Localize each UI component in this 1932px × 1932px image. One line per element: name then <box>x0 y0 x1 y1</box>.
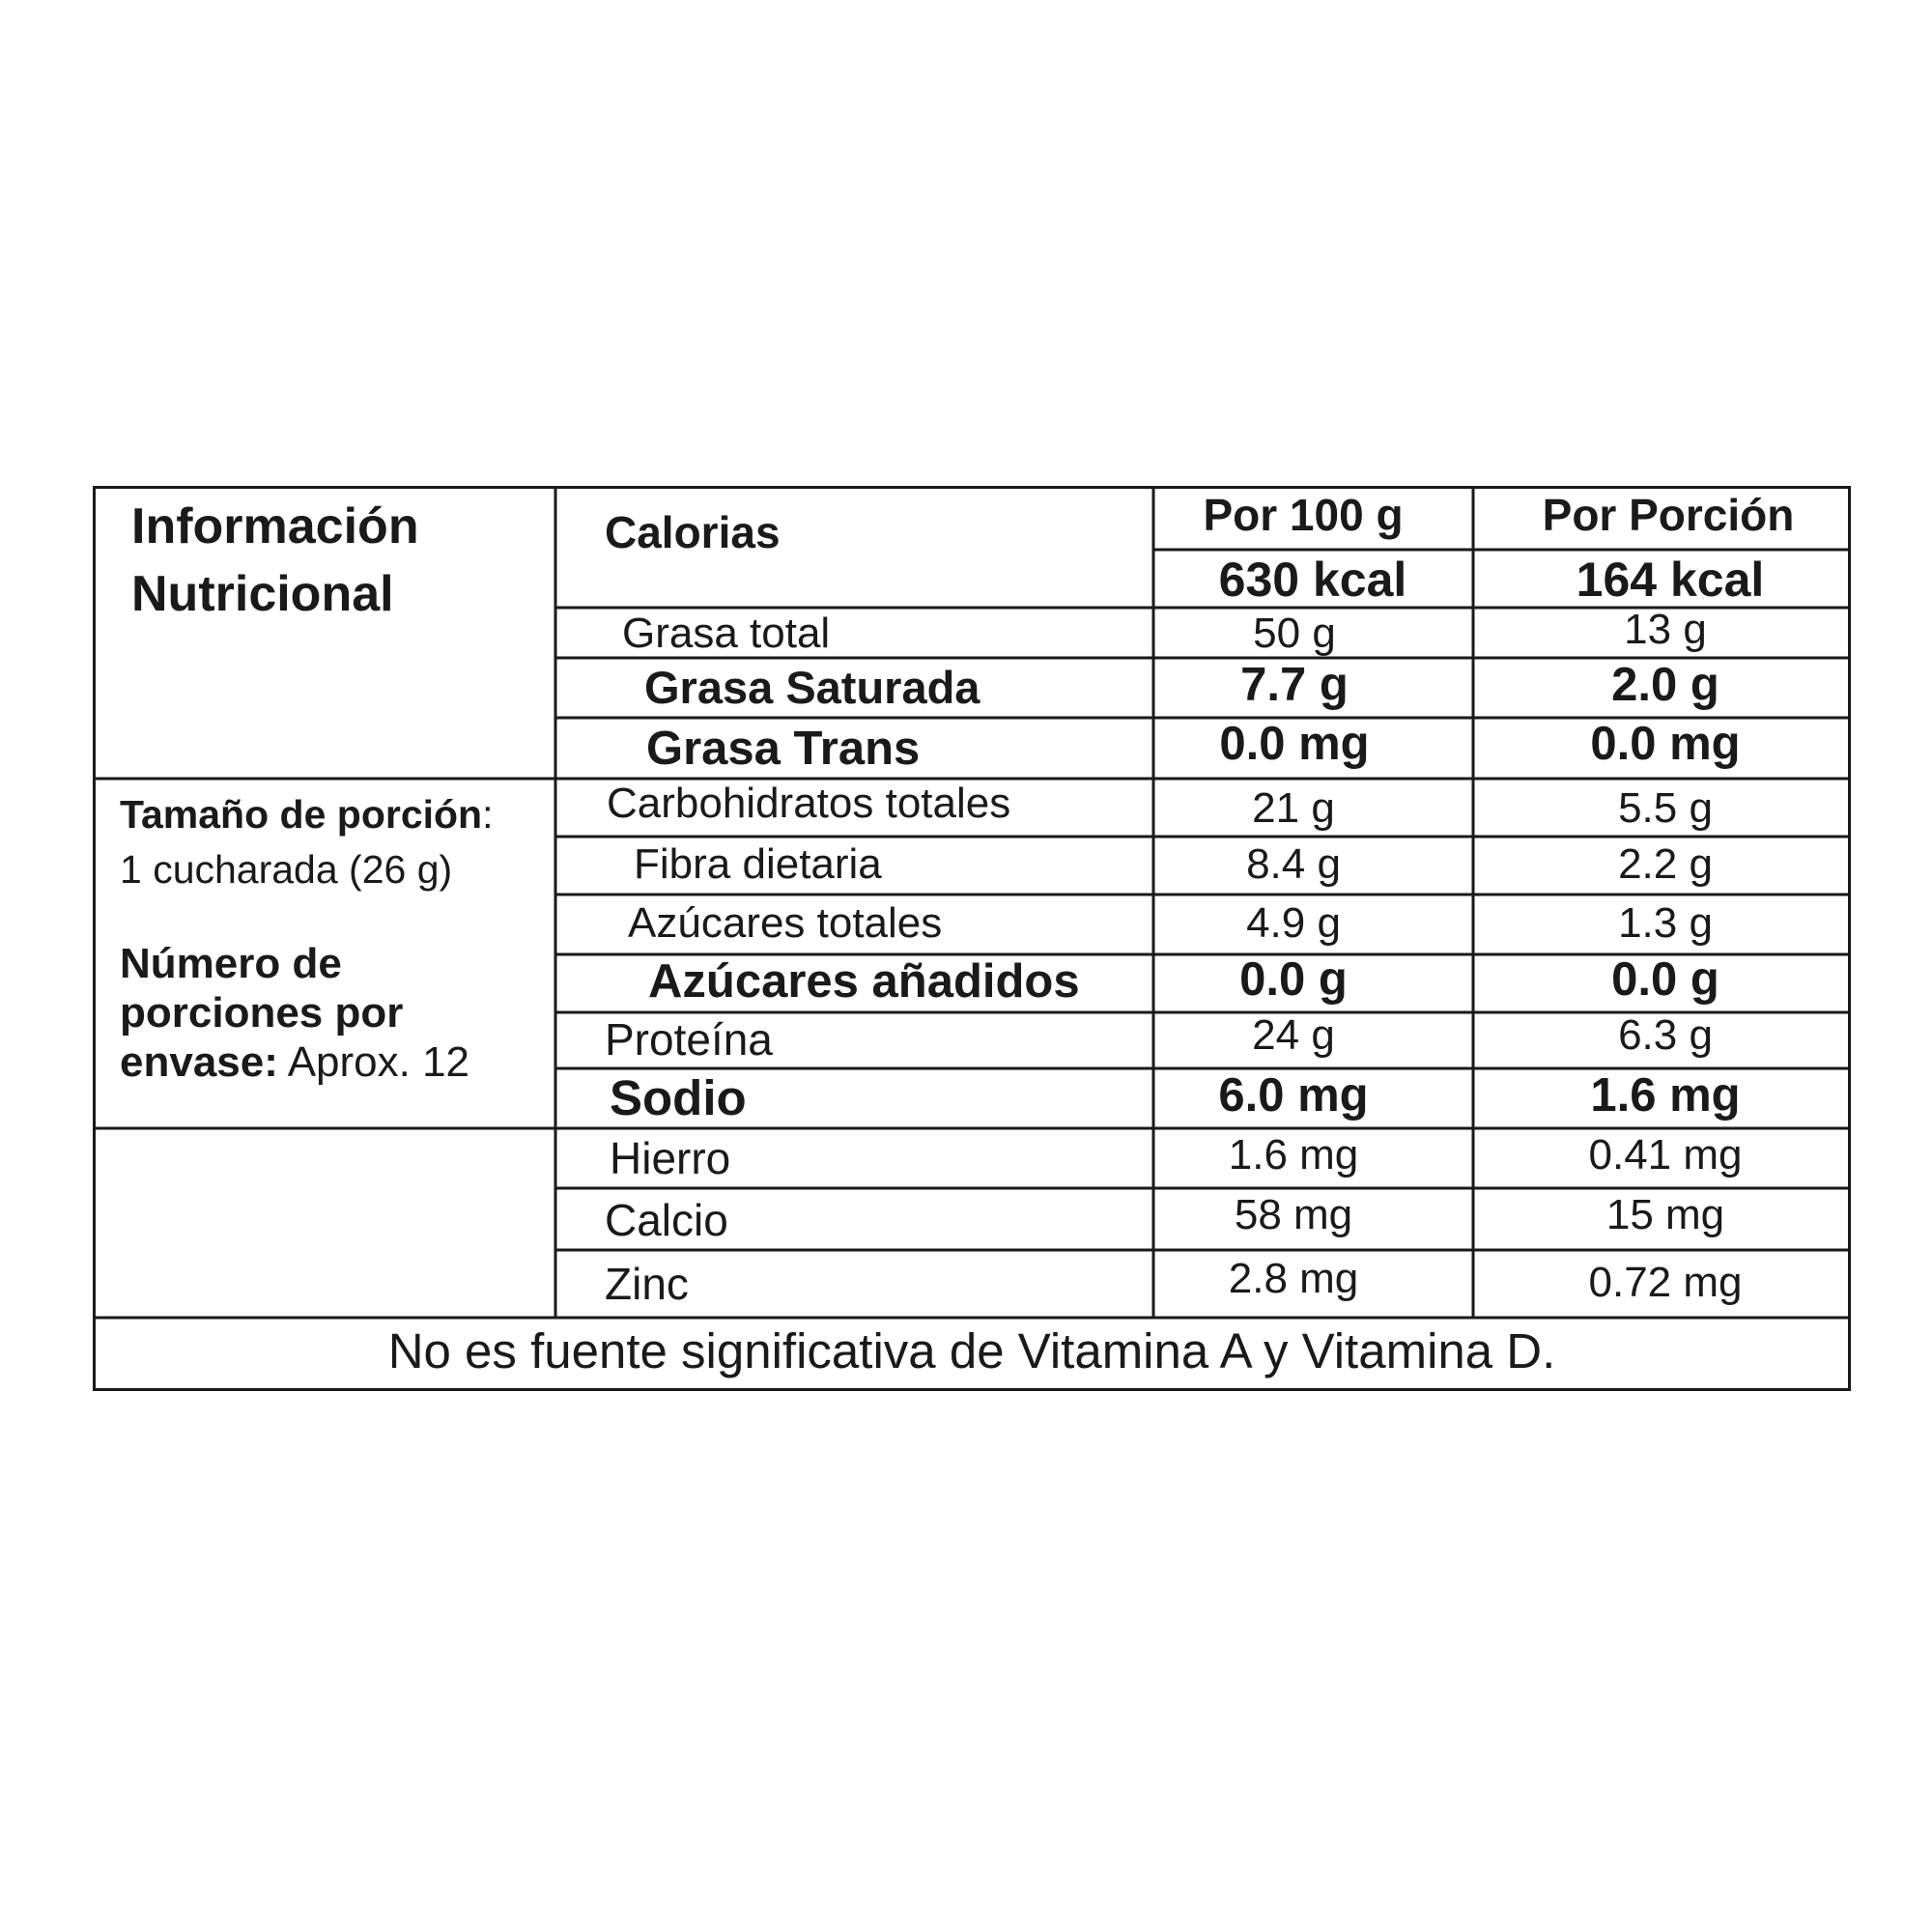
nutrient-value-per-100g: 58 mg <box>1234 1191 1353 1238</box>
portion-size-label: Tamaño de porción <box>120 792 483 837</box>
nutrient-value-per-100g: 24 g <box>1252 1011 1335 1059</box>
nutrient-value-per-100g: 7.7 g <box>1240 659 1349 711</box>
nutrient-value-per-100g: 8.4 g <box>1246 840 1341 888</box>
nutrient-value-per-portion: 0.72 mg <box>1588 1259 1743 1306</box>
nutrient-name: Calcio <box>605 1195 728 1245</box>
nutrient-value-per-portion: 13 g <box>1624 606 1707 653</box>
nutrient-value-per-portion: 0.0 mg <box>1590 718 1741 770</box>
nutrient-name: Hierro <box>610 1133 731 1183</box>
nutrient-value-per-portion: 1.3 g <box>1618 899 1713 947</box>
nutrient-value-per-100g: 21 g <box>1252 784 1335 832</box>
column-header-per-portion: Por Porción <box>1542 490 1795 540</box>
nutrient-value-per-100g: 0.0 mg <box>1219 718 1370 770</box>
nutrient-value-per-portion: 15 mg <box>1605 1191 1725 1238</box>
nutrient-name: Sodio <box>610 1070 747 1125</box>
nutrient-value-per-100g: 0.0 g <box>1239 953 1348 1006</box>
nutrient-name: Grasa Trans <box>646 723 921 775</box>
nutrient-name: Proteína <box>605 1014 773 1065</box>
portions-count-line-1: Número de <box>120 940 342 987</box>
portion-size-value: 1 cucharada (26 g) <box>120 847 453 892</box>
nutrient-name: Carbohidratos totales <box>607 780 1011 827</box>
portions-count-line-3 <box>120 1038 470 1086</box>
nutrient-value-per-portion: 0.41 mg <box>1588 1131 1743 1179</box>
nutrient-value-per-portion: 2.0 g <box>1611 659 1719 711</box>
title-line-1: Información <box>131 498 419 554</box>
nutrient-value-per-100g: 4.9 g <box>1246 899 1341 947</box>
footer-note: No es fuente significativa de Vitamina A y Vitamina D. <box>387 1323 1556 1378</box>
portion-size-label-row <box>120 792 494 837</box>
nutrient-value-per-portion: 6.3 g <box>1618 1011 1713 1059</box>
nutrient-value-per-100g: 6.0 mg <box>1218 1069 1369 1122</box>
portions-count-line-2: porciones por <box>120 989 404 1037</box>
nutrient-name: Fibra dietaria <box>634 840 882 888</box>
column-header-per-100g: Por 100 g <box>1203 490 1404 540</box>
title-line-2: Nutricional <box>131 566 394 622</box>
nutrient-value-per-100g: 1.6 mg <box>1228 1131 1359 1179</box>
nutrient-name: Grasa total <box>622 610 831 657</box>
portions-count-label: envase: <box>120 1038 278 1086</box>
portions-count-value: Aprox. 12 <box>287 1038 470 1086</box>
nutrient-value-per-100g: 50 g <box>1253 610 1336 657</box>
nutrient-value-per-portion: 0.0 g <box>1611 953 1719 1006</box>
nutrient-value-per-100g: 2.8 mg <box>1228 1255 1359 1302</box>
nutrient-name: Azúcares totales <box>628 899 943 947</box>
nutrient-name: Azúcares añadidos <box>648 955 1080 1008</box>
nutrient-name: Zinc <box>605 1259 689 1309</box>
nutrient-value-per-portion: 5.5 g <box>1618 784 1713 832</box>
nutrition-facts-table <box>93 486 1851 1391</box>
calories-per-portion: 164 kcal <box>1576 553 1765 607</box>
calories-label: Calorias <box>605 507 781 557</box>
nutrient-value-per-portion: 2.2 g <box>1618 840 1713 888</box>
nutrient-value-per-portion: 1.6 mg <box>1590 1069 1741 1122</box>
nutrient-name: Grasa Saturada <box>644 662 980 713</box>
portion-size-colon: : <box>482 792 494 837</box>
calories-per-100g: 630 kcal <box>1218 553 1407 607</box>
